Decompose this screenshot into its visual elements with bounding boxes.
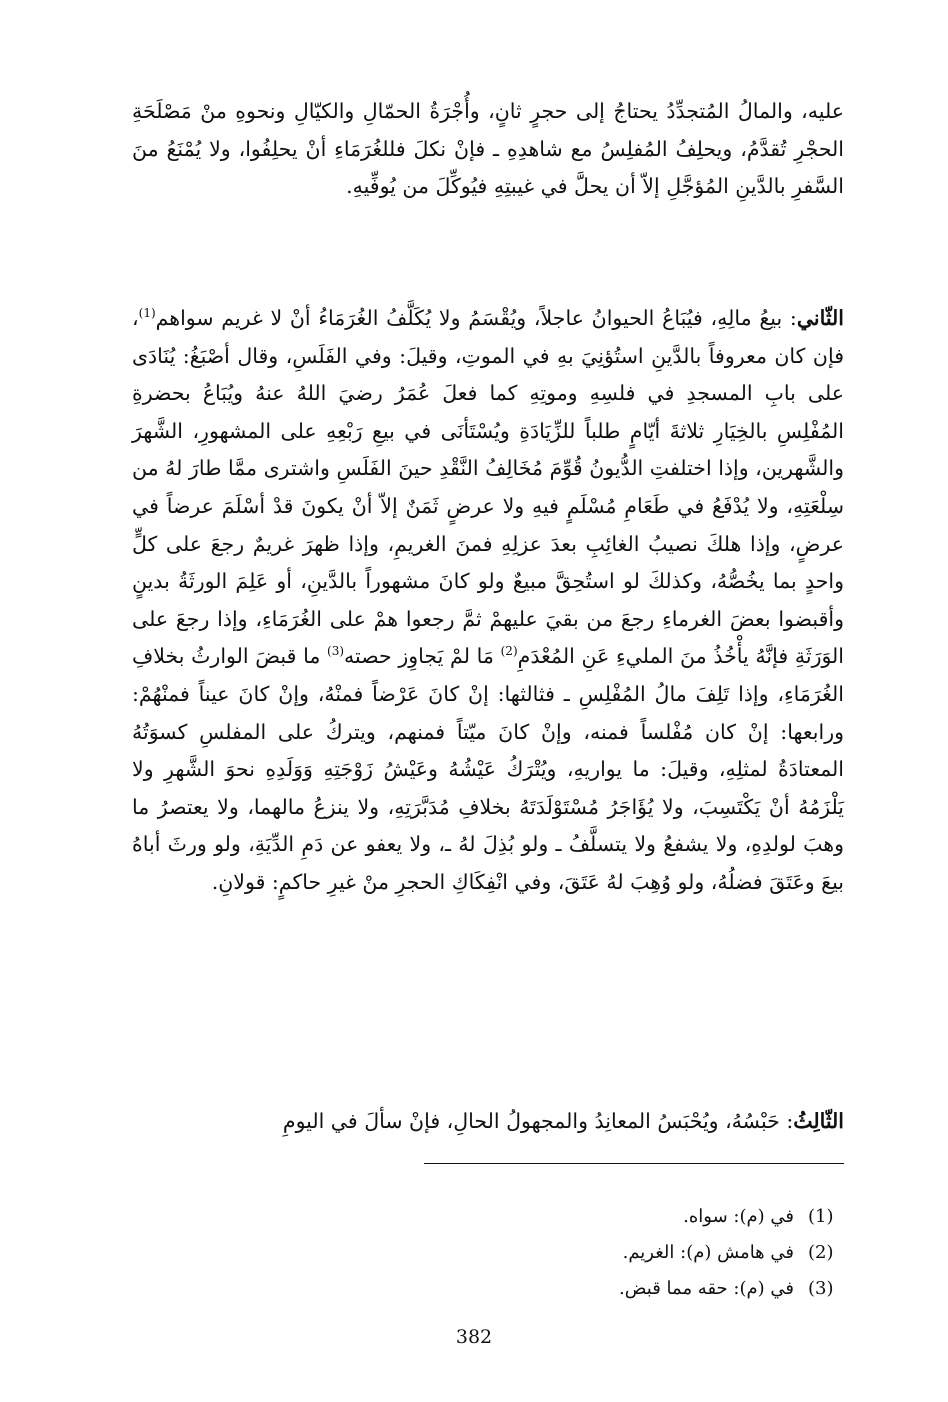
footnotes (400, 1198, 844, 1306)
section-heading-third: الثّالِثُ (793, 1109, 844, 1133)
footnote-ref-2[interactable]: (2) (500, 644, 518, 659)
paragraph-third-section (132, 1103, 844, 1141)
paragraph-text: : بيعُ مالِهِ، فيُبَاعُ الحيوانُ عاجلاً، ويُقْسَمُ ولا يُكَلَّفُ الغُرَمَاءُ أنْ لا غريم سواهم (155, 306, 797, 330)
footnote-text: في (م): سواه. (683, 1205, 794, 1227)
paragraph-second-section (132, 300, 844, 902)
footnote-text: في هامش (م): الغريم. (622, 1241, 794, 1263)
footnote-ref-1[interactable]: (1) (138, 306, 156, 321)
footnote-item (400, 1198, 844, 1234)
footnote-number: (2) (808, 1241, 834, 1263)
paragraph-text: ما قبضَ الوارثُ بخلافِ الغُرَمَاءِ، وإذا تَلِفَ مالُ المُفْلِسِ ـ فثالثها: إنْ كانَ عَرْضاً فمنْهُ، وإنْ كانَ عيناً فمنْهُمْ: ورابعها: إنْ كان مُفْلساً فمنه، وإنْ كانَ ميّتاً فمنهم، ويتركُ على المفلسِ كسوَتُهُ المعتادَةُ لمثلِهِ، وقيلَ: ما يواريهِ، ويُتْرَكُ عَيْشُهُ وعَيْشُ زَوْجَتِهِ وَوَلَدِهِ نحوَ الشَّهرِ ولا يَلْزَمُهُ أنْ يَكْتَسِبَ، ولا يُؤَاجَرُ مُسْتَوْلَدَتَهُ بخلافِ مُدَبَّرَتِهِ، ولا ينزعُ مالهما، ولا يعتصرُ ما وهبَ لولدِهِ، ولا يشفعُ ولا يتسلَّفُ ـ ولو بُذِلَ لهُ ـ، ولا يعفو عن دَمِ الدِّيَةِ، ولو ورثَ أباهُ بيعَ وعَتَقَ فضلُهُ، ولو وُهِبَ لهُ عَتَقَ، وفي انْفِكَاكِ الحجرِ منْ غيرِ حاكمٍ: قولانِ. (132, 644, 844, 894)
footnote-number: (3) (808, 1277, 834, 1299)
page-number: 382 (455, 1326, 493, 1348)
paragraph-text: : حَبْسُهُ، ويُحْبَسُ المعانِدُ والمجهولُ الحالِ، فإنْ سألَ في اليومِ (282, 1109, 794, 1133)
paragraph-text: ، فإن كان معروفاً بالدَّينِ استُؤنِيَ بهِ في الموتِ، وقيلَ: وفي الفَلَسِ، وقال أصْبَغُ: يُنَادَى على بابِ المسجدِ في فلسِهِ وموتِهِ كما فعلَ عُمَرُ رضيَ اللهُ عنهُ ويُبَاعُ بحضرةِ المُفْلِسِ بالخِيَارِ ثلاثةَ أيّامٍ طلباً للزِّيَادَةِ ويُسْتَأنَى في بيعِ رَبْعِهِ على المشهورِ، الشَّهرَ والشَّهرين، وإذا اختلفتِ الدُّيونُ قُوِّمَ مُخَالِفُ النَّقْدِ حينَ الفَلَسِ واشترى ممَّا طارَ لهُ من سِلْعَتِهِ، ولا يُدْفَعُ في طَعَامِ مُسْلَمٍ فيهِ ولا عرضٍ ثَمَنٌ إلاّ أنْ يكونَ قدْ أسْلَمَ عرضاً في عرضٍ، وإذا هلكَ نصيبُ الغائِبِ بعدَ عزلِهِ فمنَ الغريمِ، وإذا ظهرَ غريمٌ رجعَ على كلٍّ واحدٍ بما يخُصُّهُ، وكذلكَ لو استُحِقَّ مبيعٌ ولو كانَ مشهوراً بالدَّينِ، أو عَلِمَ الورثَةُ بدينٍ وأقبضوا بعضَ الغرماءِ رجعَ من بقيَ عليهمْ ثمَّ رجعوا همْ على الغُرَمَاءِ، وإذا رجعَ على الوَرَثَةِ فإنَّهُ يأْخُذُ منَ المليءِ عَنِ المُعْدَمِ (132, 306, 845, 669)
footnote-item (400, 1234, 844, 1270)
footnote-number: (1) (808, 1205, 834, 1227)
paragraph-continuation: عليه، والمالُ المُتجدِّدُ يحتاجُ إلى حجرٍ ثانٍ، وأُجْرَةُ الحمّالِ والكيّالِ ونحوهِ منْ مَصْلَحَةِ الحجْرِ تُقدَّمُ، ويحلِفُ المُفلِسُ مع شاهدِهِ ـ فإنْ نكلَ فللغُرَمَاءِ أنْ يحلِفُوا، ولا يُمْنَعُ منَ السَّفرِ بالدَّينِ المُؤجَّلِ إلاّ أن يحلَّ في غيبتِهِ فيُوكِّلَ من يُوفِّيهِ. (132, 99, 844, 199)
footnote-ref-3[interactable]: (3) (327, 644, 345, 659)
footnote-divider (424, 1163, 844, 1164)
footnote-text: في (م): حقه مما قبض. (619, 1277, 794, 1299)
paragraph-text: مَا لمْ يَجاوِز حصته (344, 644, 501, 669)
footnote-item (400, 1270, 844, 1306)
section-heading-second: الثّاني (796, 306, 844, 330)
